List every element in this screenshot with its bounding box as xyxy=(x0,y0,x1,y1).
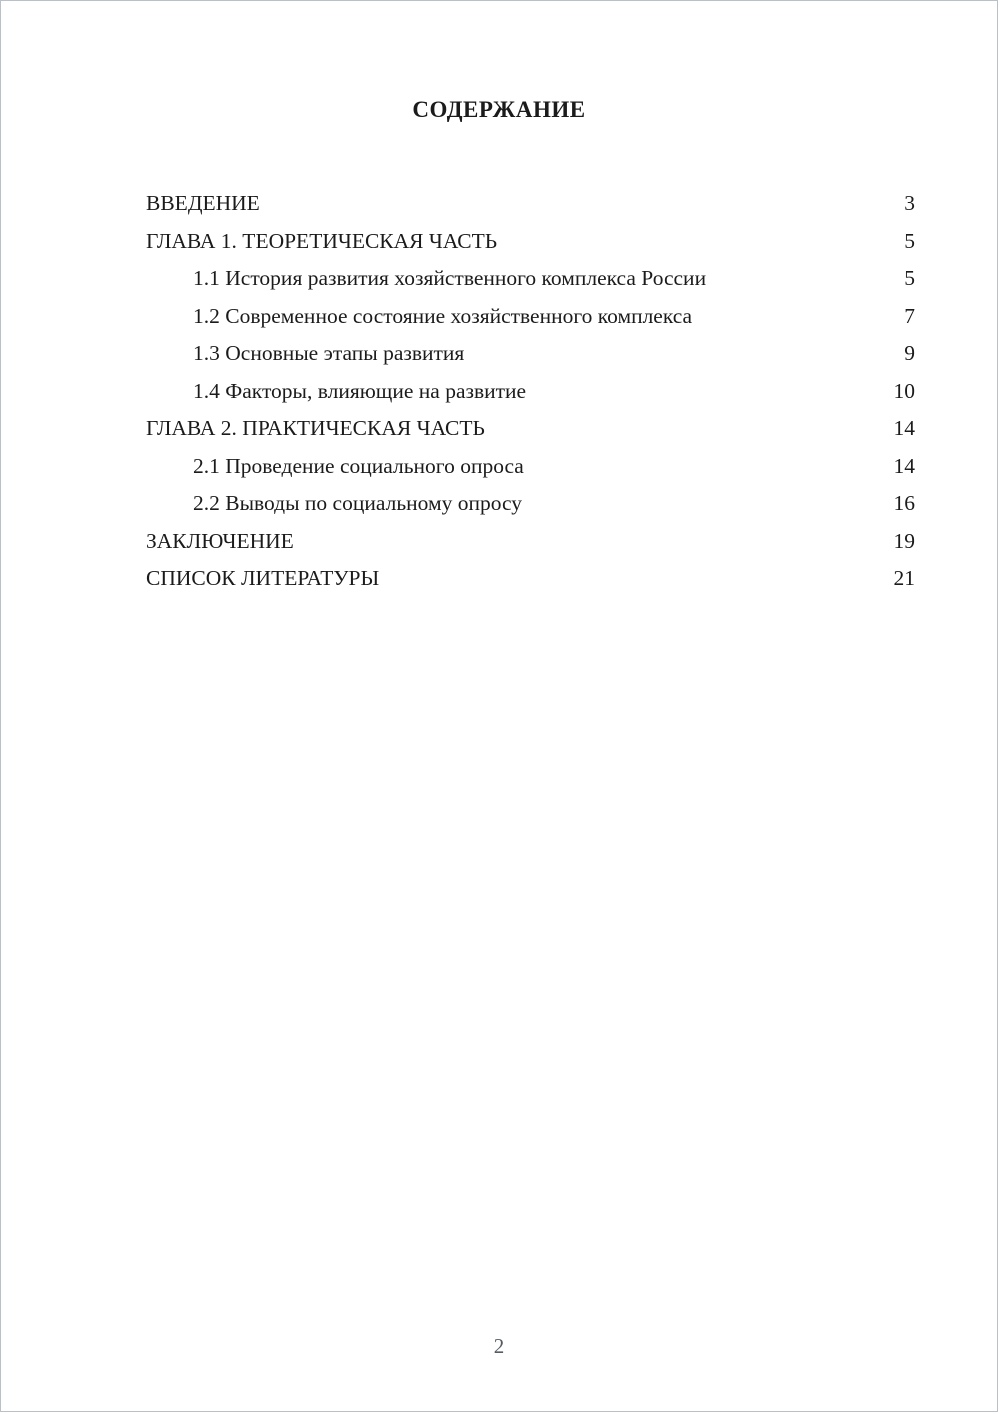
toc-entry-page-number: 10 xyxy=(893,378,915,403)
toc-entry xyxy=(146,185,915,223)
toc-entry-page-number: 14 xyxy=(893,453,915,478)
toc-entry xyxy=(146,373,915,411)
toc-entry xyxy=(146,448,915,486)
toc-entry xyxy=(146,560,915,598)
toc-entry-label: 1.3 Основные этапы развития xyxy=(193,341,465,365)
toc-entry-page-number: 3 xyxy=(904,191,915,215)
page-number-footer: 2 xyxy=(493,1334,505,1358)
toc-entry-page-number: 9 xyxy=(904,341,915,365)
toc-entry-label: ВВЕДЕНИЕ xyxy=(146,191,260,215)
toc-entry-label: 2.2 Выводы по социальному опросу xyxy=(193,491,523,515)
toc-entry-page-number: 19 xyxy=(893,528,915,553)
toc-entry-label: ГЛАВА 1. ТЕОРЕТИЧЕСКАЯ ЧАСТЬ xyxy=(146,228,498,253)
toc-entry-label: 1.4 Факторы, влияющие на развитие xyxy=(193,378,527,403)
toc-entry-page-number: 5 xyxy=(904,266,915,290)
toc-entry-page-number: 16 xyxy=(893,491,915,515)
toc-entry-page-number: 5 xyxy=(904,228,915,253)
toc-entry-label: 2.1 Проведение социального опроса xyxy=(193,453,524,478)
page-title: СОДЕРЖАНИЕ xyxy=(412,97,586,122)
toc-entry xyxy=(146,485,915,523)
toc-entry xyxy=(146,410,915,448)
toc-entry xyxy=(146,298,915,336)
toc-entry-label: 1.1 История развития хозяйственного комплекса России xyxy=(193,266,707,290)
toc-entry xyxy=(146,523,915,561)
toc-entry-page-number: 14 xyxy=(893,416,915,440)
toc-entry xyxy=(146,335,915,373)
toc-entry-label: ЗАКЛЮЧЕНИЕ xyxy=(146,528,294,553)
toc-entry xyxy=(146,260,915,298)
toc-entry-page-number: 21 xyxy=(893,566,915,590)
toc-entry-page-number: 7 xyxy=(904,303,915,328)
toc-entry-label: ГЛАВА 2. ПРАКТИЧЕСКАЯ ЧАСТЬ xyxy=(146,416,485,440)
toc-entry-label: СПИСОК ЛИТЕРАТУРЫ xyxy=(146,566,380,590)
toc-entry xyxy=(146,223,915,261)
toc-entry-label: 1.2 Современное состояние хозяйственного комплекса xyxy=(193,303,693,328)
table-of-contents xyxy=(146,185,915,598)
